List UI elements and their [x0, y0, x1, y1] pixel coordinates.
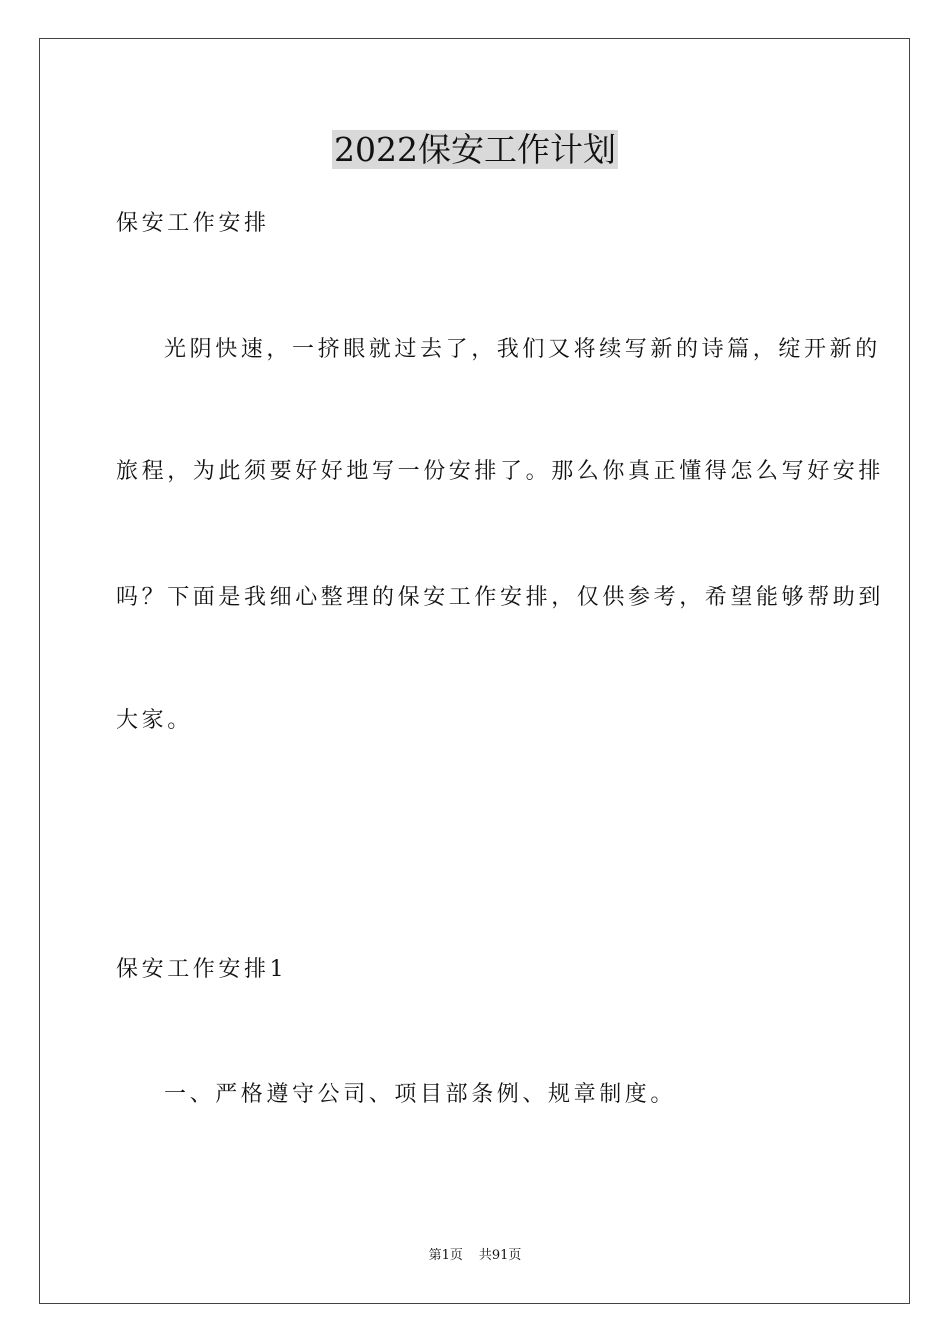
list-item: 一、严格遵守公司、项目部条例、规章制度。 [164, 1082, 677, 1107]
section-heading: 保安工作安排 [116, 211, 270, 236]
paragraph-line: 旅程，为此须要好好地写一份安排了。那么你真正懂得怎么写好安排 [116, 459, 885, 484]
page-total: 共91页 [478, 1248, 522, 1263]
paragraph-line: 大家。 [116, 708, 193, 733]
paragraph-line: 光阴快速，一挤眼就过去了，我们又将续写新的诗篇，绽开新的 [164, 337, 881, 362]
page-number: 第1页 [428, 1248, 463, 1263]
section-heading: 保安工作安排1 [116, 957, 288, 982]
document-title-text: 2022保安工作计划 [334, 130, 616, 169]
page-footer [0, 1247, 950, 1265]
document-title [0, 128, 950, 172]
paragraph-line: 吗？下面是我细心整理的保安工作安排，仅供参考，希望能够帮助到 [116, 585, 885, 610]
